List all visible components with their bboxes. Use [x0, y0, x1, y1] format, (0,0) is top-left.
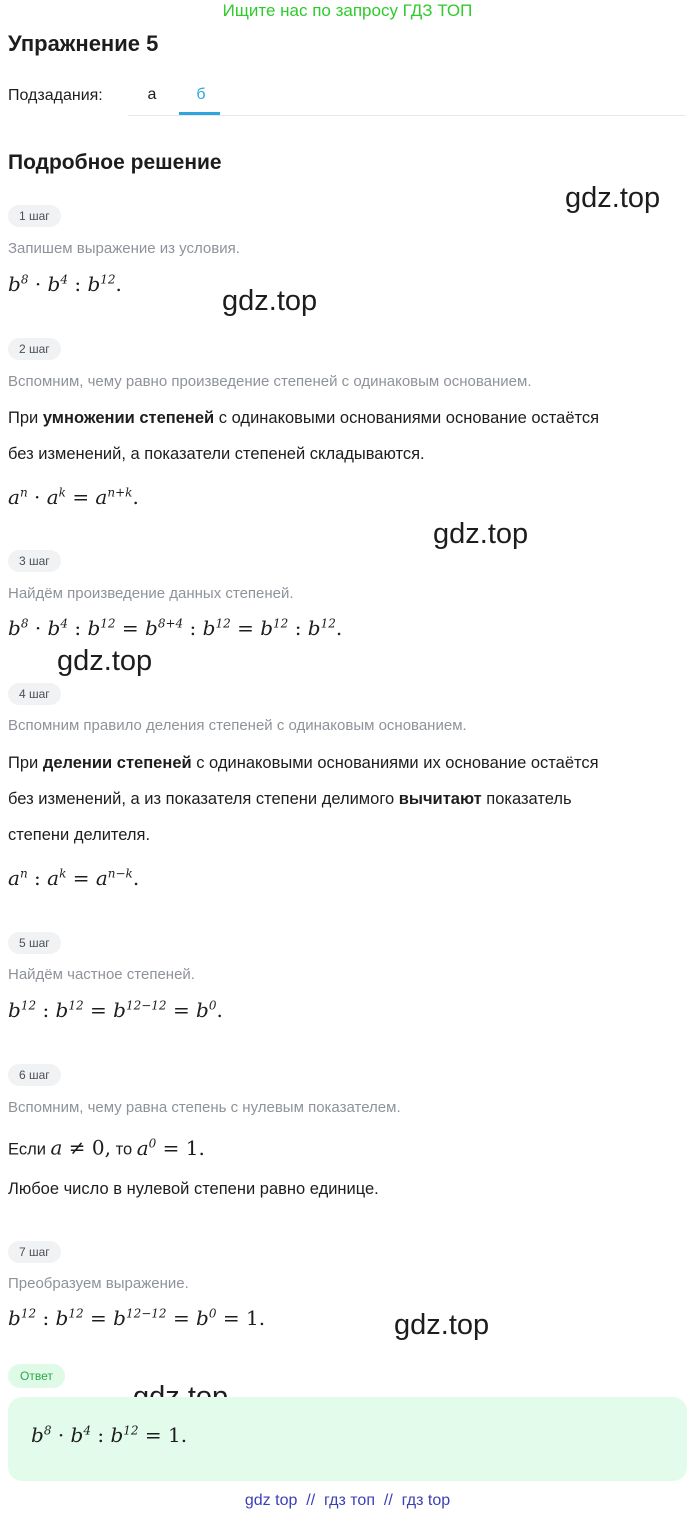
watermark: gdz.top [565, 182, 661, 214]
answer-badge: Ответ [8, 1364, 65, 1388]
page-title: Упражнение 5 [8, 31, 159, 56]
formula: $a^n \cdot a^k = a^{n+k}$. [8, 485, 139, 509]
step-badge: 4 шаг [8, 683, 61, 705]
solution-title: Подробное решение [8, 151, 222, 174]
step-hint: Запишем выражение из условия. [8, 240, 240, 257]
step-badge: 2 шаг [8, 338, 61, 360]
subtasks-label: Подзадания: [8, 87, 103, 104]
rule-text: При делении степеней с одинаковыми основаниями их основание остаётся без изменений, а из показателя степени делимого вычитают показатель степени делителя. [8, 754, 599, 844]
promo-link[interactable]: Ищите нас по запросу ГДЗ ТОП [222, 1, 473, 20]
formula: $b^8 \cdot b^4$ : $b^{12} = b^{8+4}$ : $b^{12} = b^{12}$ : $b^{12}$. [8, 616, 343, 640]
watermark: gdz.top [433, 518, 529, 550]
step-hint: Вспомним, чему равно произведение степеней с одинаковым основанием. [8, 373, 532, 390]
step-badge: 3 шаг [8, 550, 61, 572]
step-badge: 5 шаг [8, 932, 61, 954]
footer-links[interactable]: gdz top // гдз топ // гдз top [244, 1492, 451, 1509]
formula: $b^{12}$ : $b^{12} = b^{12-12} = b^0$. [8, 998, 223, 1022]
tabs-divider [128, 115, 686, 116]
formula: $b^{12}$ : $b^{12} = b^{12-12} = b^0 = 1$. [8, 1306, 266, 1330]
step-hint: Найдём частное степеней. [8, 966, 195, 983]
step-badge: 6 шаг [8, 1064, 61, 1086]
rule-text: Любое число в нулевой степени равно единице. [8, 1180, 379, 1198]
watermark: gdz.top [57, 645, 153, 677]
watermark: gdz.top [394, 1309, 490, 1341]
formula: $b^8 \cdot b^4$ : $b^{12}$. [8, 272, 122, 296]
step-hint: Вспомним, чему равна степень с нулевым показателем. [8, 1099, 401, 1116]
watermark: gdz.top [222, 285, 318, 317]
active-tab-indicator [179, 112, 220, 115]
formula: $a^n$ : $a^k = a^{n-k}$. [8, 866, 140, 890]
step-badge: 1 шаг [8, 205, 61, 227]
rule-text: При умножении степеней с одинаковыми основаниями основание остаётся без изменений, а показатели степеней складываются. [8, 409, 600, 463]
answer-formula: $b^8 \cdot b^4$ : $b^{12} = 1$. [31, 1423, 188, 1447]
tab-a[interactable]: а [147, 86, 157, 103]
rule-text: Если a ≠ 0, то $a^0 = 1$. [8, 1135, 205, 1160]
step-badge: 7 шаг [8, 1241, 61, 1263]
step-hint: Вспомним правило деления степеней с одинаковым основанием. [8, 717, 467, 734]
step-hint: Найдём произведение данных степеней. [8, 585, 294, 602]
tab-b[interactable]: б [196, 86, 206, 103]
step-hint: Преобразуем выражение. [8, 1275, 189, 1292]
